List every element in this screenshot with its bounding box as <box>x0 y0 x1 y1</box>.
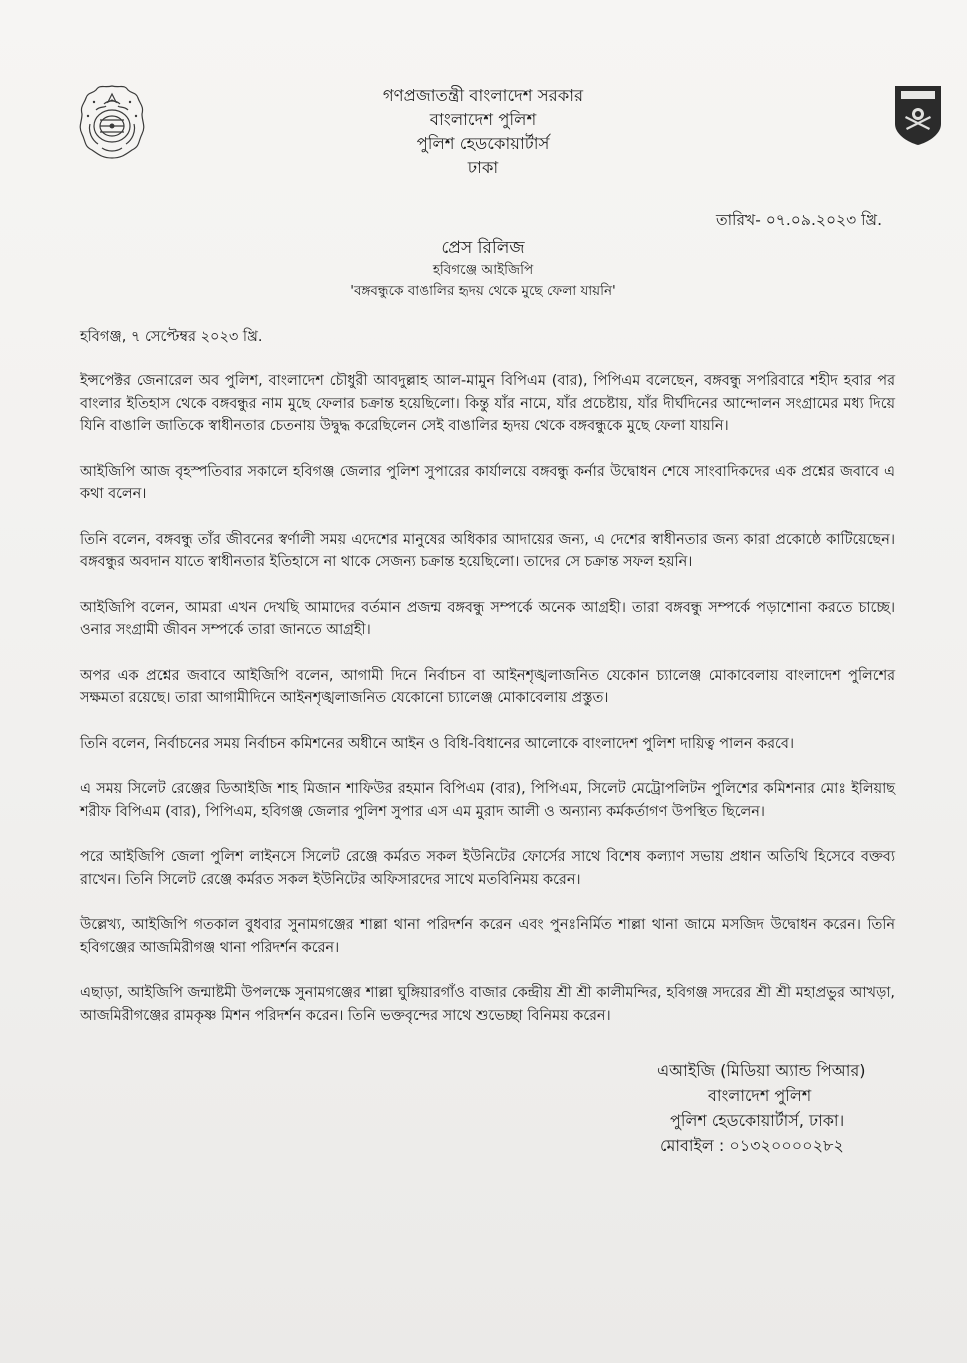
signatory-title: এআইজি (মিডিয়া অ্যান্ড পিআর) <box>657 1061 866 1080</box>
press-quote: 'বঙ্গবন্ধুকে বাঙালির হৃদয় থেকে মুছে ফেলা যায়নি' <box>350 283 616 299</box>
paragraph: পরে আইজিপি জেলা পুলিশ লাইনসে সিলেট রেঞ্জে কর্মরত সকল ইউনিটের ফোর্সের সাথে বিশেষ কল্যাণ সভায় প্রধান অতিথি হিসেবে বক্তব্য রাখেন। তিনি সিলেট রেঞ্জে কর্মরত সকল ইউনিটের অফিসারদের সাথে মতবিনিময় করেন। <box>80 849 895 888</box>
office-title: পুলিশ হেডকোয়ার্টার্স <box>416 134 550 153</box>
paragraph: এ সময় সিলেট রেঞ্জের ডিআইজি শাহ মিজান শাফিউর রহমান বিপিএম (বার), পিপিএম, সিলেট মেট্রোপলিটন পুলিশের কমিশনার মোঃ ইলিয়াছ শরীফ বিপিএম (বার), পিপিএম, হবিগঞ্জ জেলার পুলিশ সুপার এস এম মুরাদ আলী ও অন্যান্য কর্মকর্তাগণ উপস্থিত ছিলেন। <box>80 781 895 820</box>
bangladesh-police-emblem-icon <box>74 80 150 162</box>
signatory-department: বাংলাদেশ পুলিশ <box>708 1086 812 1105</box>
paragraph: উল্লেখ্য, আইজিপি গতকাল বুধবার সুনামগঞ্জের শাল্লা থানা পরিদর্শন করেন এবং পুনঃনির্মিত শাল্লা থানা জামে মসজিদ উদ্বোধন করেন। তিনি হবিগঞ্জের আজমিরীগঞ্জ থানা পরিদর্শন করেন। <box>80 917 895 956</box>
press-title: প্রেস রিলিজ <box>441 238 525 258</box>
paragraph: আইজিপি আজ বৃহস্পতিবার সকালে হবিগঞ্জ জেলার পুলিশ সুপারের কার্যালয়ে বঙ্গবন্ধু কর্নার উদ্বোধন শেষে সাংবাদিকদের এক প্রশ্নের জবাবে এ কথা বলেন। <box>80 463 895 502</box>
paragraph: ইন্সপেক্টর জেনারেল অব পুলিশ, বাংলাদেশ চৌধুরী আবদুল্লাহ আল-মামুন বিপিএম (বার), পিপিএম বলেছেন, বঙ্গবন্ধু সপরিবারে শহীদ হবার পর বাংলার ইতিহাস থেকে বঙ্গবন্ধুর নাম মুছে ফেলার চক্রান্ত হয়েছিলো। কিন্তু যাঁর নামে, যাঁর প্রচেষ্টায়, যাঁর দীর্ঘদিনের আন্দোলন সংগ্রামের মধ্য দিয়ে যিনি বাঙালি জাতিকে স্বাধীনতার চেতনায় উদ্বুদ্ধ করেছিলেন সেই বাঙালির হৃদয় থেকে বঙ্গবন্ধুকে মুছে ফেলা যায়নি। <box>80 373 895 434</box>
letterhead <box>283 84 683 180</box>
signatory-office: পুলিশ হেডকোয়ার্টার্স, ঢাকা। <box>670 1111 845 1130</box>
paragraph: অপর এক প্রশ্নের জবাবে আইজিপি বলেন, আগামী দিনে নির্বাচন বা আইনশৃঙ্খলাজনিত যেকোন চ্যালেঞ্জ মোকাবেলায় বাংলাদেশ পুলিশের সক্ষমতা রয়েছে। তারা আগামীদিনে আইনশৃঙ্খলাজনিত যেকোনো চ্যালেঞ্জ মোকাবেলায় প্রস্তুত। <box>80 667 895 706</box>
paragraph: আইজিপি বলেন, আমরা এখন দেখছি আমাদের বর্তমান প্রজন্ম বঙ্গবন্ধু সম্পর্কে অনেক আগ্রহী। তারা বঙ্গবন্ধু সম্পর্কে পড়াশোনা করতে চাচ্ছে। ওনার সংগ্রামী জীবন সম্পর্কে তারা জানতে আগ্রহী। <box>80 599 895 638</box>
release-date: তারিখ- ০৭.০৯.২০২৩ খ্রি. <box>715 211 882 229</box>
signature-block <box>600 1058 930 1158</box>
department-title: বাংলাদেশ পুলিশ <box>429 110 537 129</box>
dateline: হবিগঞ্জ, ৭ সেপ্টেম্বর ২০২৩ খ্রি. <box>80 329 263 345</box>
city-title: ঢাকা <box>467 158 499 177</box>
press-body <box>80 370 895 1050</box>
government-title: গণপ্রজাতন্ত্রী বাংলাদেশ সরকার <box>382 86 584 105</box>
paragraph: তিনি বলেন, বঙ্গবন্ধু তাঁর জীবনের স্বর্ণালী সময় এদেশের মানুষের অধিকার আদায়ের জন্য, এ দেশের স্বাধীনতার জন্য কারা প্রকোষ্ঠে কাটিয়েছেন। বঙ্গবন্ধুর অবদান যাতে স্বাধীনতার ইতিহাসে না থাকে সেজন্য চক্রান্ত হয়েছিলো। তাদের সে চক্রান্ত সফল হয়নি। <box>80 531 895 570</box>
paragraph: তিনি বলেন, নির্বাচনের সময় নির্বাচন কমিশনের অধীনে আইন ও বিধি-বিধানের আলোকে বাংলাদেশ পুলিশ দায়িত্ব পালন করবে। <box>80 735 794 752</box>
police-shield-emblem-icon <box>893 84 943 146</box>
signatory-mobile: মোবাইল : ০১৩২০০০০২৮২ <box>660 1136 844 1155</box>
paragraph: এছাড়া, আইজিপি জন্মাষ্টমী উপলক্ষে সুনামগঞ্জের শাল্লা ঘুঙ্গিয়ারগাঁও বাজার কেন্দ্রীয় শ্রী শ্রী কালীমন্দির, হবিগঞ্জ সদরের শ্রী শ্রী মহাপ্রভুর আখড়া, আজমিরীগঞ্জের রামকৃষ্ণ মিশন পরিদর্শন করেন। তিনি ভক্তবৃন্দের সাথে শুভেচ্ছা বিনিময় করেন। <box>80 985 895 1024</box>
press-subtitle: হবিগঞ্জে আইজিপি <box>432 262 534 278</box>
press-heading <box>183 236 783 302</box>
